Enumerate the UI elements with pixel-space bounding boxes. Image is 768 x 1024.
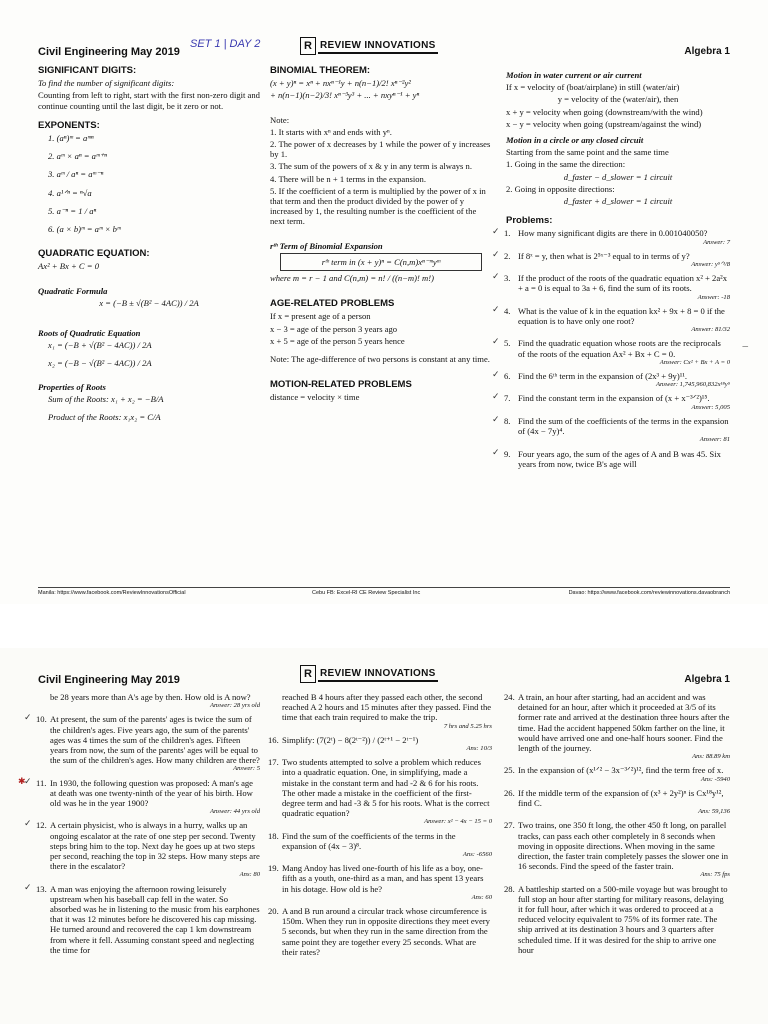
checkmark-icon: ✓ — [492, 392, 500, 403]
document-page-2 — [0, 648, 768, 1024]
problem-item: ✱ ✓ 11. In 1930, the following question was proposed: A man's age at death was one twenty-ninth of the year of his birth. How old was he in the year 1900? Answer: 44 yrs old — [38, 778, 260, 818]
brand-name: REVIEW INNOVATIONS — [318, 667, 438, 682]
subheading: Motion in water current or air current — [506, 70, 642, 80]
column-middle — [270, 64, 492, 584]
age-note — [270, 354, 492, 364]
answer: Answer: Cx² + Bx + A = 0 — [659, 358, 730, 366]
subheading: rᵗʰ Term of Binomial Expansion — [270, 240, 383, 251]
section-title: QUADRATIC EQUATION: — [38, 248, 150, 260]
answer: Answer: 5,005 — [691, 403, 730, 411]
answer: Answer: y⁵ᐟ³/8 — [691, 261, 730, 269]
subheading: Motion in a circle or any closed circuit — [506, 135, 644, 146]
equation: Ax² + Bx + C = 0 — [38, 261, 100, 272]
exponent-rule: 4. a¹ᐟⁿ = ⁿ√a — [48, 187, 92, 198]
problem-item: ✓ 4. What is the value of k in the equation kx² + 9x + 8 = 0 if the equation is to have only one root? Answer: 81/32 — [506, 306, 730, 336]
answer: Answer: x² − 4x − 15 = 0 — [424, 818, 492, 826]
problem-item: 17. Two students attempted to solve a problem which reduces into a quadratic equation. One, in simplifying, made a mistake in the constant term and had -2 & 6 for his roots. The other made a mistake in the coefficient of the first-degree term and had -3 & 5 for his roots. What is the correct quadratic equation? Answer: x² − 4x − 15 = 0 — [270, 757, 492, 827]
paragraph: Starting from the same point and the same time — [506, 147, 669, 158]
paragraph: Counting from left to right, start with the first non-zero digit and continue counting until the last digit, be it zero or not. — [38, 90, 260, 111]
problem-item: ✓ 1. How many significant digits are there in 0.001040050? Answer: 7 — [506, 228, 730, 247]
problem-item: 28. A battleship started on a 500-mile voyage but was brought to full stop an hour after starting for military reasons, delaying it for full hour, after which it was ordered to proceed at a reduced velocity equivalent to 75% of its former rate. The ship arrived at its destination 3 hours and 3 quarters after scheduled time. If it was desired for the ship to arrive one hour — [504, 883, 728, 955]
answer: Ans: 80 — [239, 871, 260, 879]
equation: Sum of the Roots: x₁ + x₂ = −B/A — [48, 393, 164, 404]
problem-item: 18. Find the sum of the coefficients of the terms in the expansion of (4x − 3)⁸. Ans: -6560 — [270, 831, 492, 861]
equation: d_faster − d_slower = 1 circuit — [563, 171, 673, 182]
checkmark-icon: ✓ — [492, 272, 500, 283]
review-innovations-logo-icon: R — [300, 37, 316, 55]
column-right — [506, 692, 730, 1024]
paragraph: 2. Going in opposite directions: — [506, 183, 615, 194]
answer: Answer: -18 — [697, 293, 730, 301]
equation: where m = r − 1 and C(n,m) = n! / ((n−m)! m!) — [270, 273, 434, 284]
problem-item: ✓ 3. If the product of the roots of the quadratic equation x² + 2a²x + a = 0 is equal to 3a + 6, find the sum of its roots. Answer: -18 — [506, 273, 730, 303]
problem-item: ✓ 7. Find the constant term in the expansion of (x + x⁻³ᐟ²)¹⁵. Answer: 5,005 — [506, 393, 730, 412]
course-title: Civil Engineering May 2019 — [38, 46, 180, 58]
problem-item: 26. If the middle term of the expansion of (x³ + 2y²)ⁿ is Cx¹⁸y¹², find C. Ans: 59,136 — [506, 788, 730, 818]
exponent-rule: 1. (aⁿ)ᵐ = aᵐⁿ — [48, 133, 94, 144]
exponent-rule: 3. aᵐ / aⁿ = aᵐ⁻ⁿ — [48, 169, 104, 180]
problem-item: 24. A train, an hour after starting, had an accident and was detained for an hour, after which it proceeded at 3/5 of its former rate and arrived at the destination three hours after the time. Had the accident happened 50km farther on the line, it would have arrived one and one-half hours sooner. Find the length of the journey. Ans: 88.89 km — [506, 692, 730, 762]
brand — [300, 664, 438, 684]
problem-item: reached B 4 hours after they passed each other, the second reached A 2 hours and 15 minutes after they passed. Find the time that each train required to make the trip. 7 hrs and 5.25 hrs — [270, 692, 492, 732]
problem-item: ✓ 10. At present, the sum of the parents' ages is twice the sum of the children's ages. Five years ago, the sum of the parents' ages was 4 times the sum of the children's ages. Fifteen years from now, the sum of the parents' ages will be equal to the sum of the children's ages. How many children are there? Answer: 5 — [38, 714, 260, 774]
age-line: If x = present age of a person — [270, 311, 371, 322]
section-title: BINOMIAL THEOREM: — [270, 65, 371, 76]
brand-name: REVIEW INNOVATIONS — [318, 39, 438, 54]
checkmark-icon: ✓ — [492, 414, 500, 425]
note-item: 3. The sum of the powers of x & y in any term is always n. — [270, 161, 472, 172]
subheading: To find the number of significant digits: — [38, 78, 175, 89]
problem-item: ✓ 8. Find the sum of the coefficients of the terms in the expansion of (4x − 7y)⁴. Answer: 81 — [506, 416, 730, 446]
subheading: Roots of Quadratic Equation — [38, 328, 141, 339]
brand — [300, 36, 438, 56]
page-gap — [0, 604, 768, 648]
checkmark-icon: ✓ — [492, 227, 500, 238]
exponent-rule: 6. (a × b)ᵐ = aᵐ × bᵐ — [48, 224, 121, 235]
formula-box: rᵗʰ term in (x + y)ⁿ = C(n,m)xⁿ⁻ᵐyᵐ — [280, 253, 482, 271]
problem-item: 16. Simplify: (7(2ᵗ) − 8(2ᵗ⁻²)) / (2ᵗ⁺¹ − 2ᵗ⁻¹) Ans: 10/3 — [270, 735, 492, 754]
column-left — [38, 64, 260, 584]
section-title: Problems: — [506, 215, 553, 227]
exponent-rule: 5. a⁻ⁿ = 1 / aⁿ — [48, 205, 97, 216]
pen-mark-icon: – — [742, 340, 748, 352]
answer: Answer: 1,745,960,832x¹⁸y⁵ — [656, 381, 730, 389]
equation: Product of the Roots: x₁x₂ = C/A — [48, 412, 161, 423]
problem-item: ✓ 13. A man was enjoying the afternoon rowing leisurely upstream when his baseball cap fell in the water. So absorbed was he in listening to the music from his earphones that it was 12 minutes before he discovered his cap missing. He turned around and recovered the cap 1 km downstream from where it fell. Assuming constant speed and neglecting the time for — [24, 882, 260, 955]
answer: Answer: 5 — [233, 765, 260, 773]
section-title: AGE-RELATED PROBLEMS — [270, 298, 395, 310]
problem-item: 19. Mang Andoy has lived one-fourth of his life as a boy, one-fifth as a youth, one-third as a man, and has spent 13 years in his dotage. How old is he? Ans: 60 — [270, 863, 492, 903]
footer-cebu: Cebu FB: Excel-RI CE Review Specialist Inc — [312, 590, 421, 596]
subheading: Properties of Roots — [38, 381, 106, 392]
problem-item: ✓ 5. Find the quadratic equation whose roots are the reciprocals of the roots of the equation Ax² + Bx + C = 0. Answer: Cx² + Bx + A = 0 — [506, 338, 730, 368]
checkmark-icon: ✓ — [492, 370, 500, 381]
answer: Ans: 10/3 — [466, 745, 492, 753]
footer-davao: Davao: https://www.facebook.com/reviewinnovations.davaobranch — [568, 590, 730, 596]
problem-item: ✓ 6. Find the 6ᵗʰ term in the expansion of (2x³ + 9y)¹¹. Answer: 1,745,960,832x¹⁸y⁵ — [506, 371, 730, 390]
page-footer — [38, 587, 730, 598]
answer: Ans: 60 — [471, 893, 492, 901]
note-item: 1. It starts with xⁿ and ends with yⁿ. — [270, 126, 392, 137]
answer: Answer: 44 yrs old — [209, 808, 260, 816]
note-label: Note: — [270, 354, 290, 365]
page-header — [38, 36, 730, 62]
answer: Ans: 88.89 km — [692, 753, 730, 761]
star-mark-icon: ✱ — [18, 776, 26, 787]
equation: x = (−B ± √(B² − 4AC)) / 2A — [99, 297, 199, 308]
page-header — [38, 664, 730, 690]
note-item: 4. There will be n + 1 terms in the expansion. — [270, 173, 427, 184]
checkmark-icon: ✓ — [24, 713, 32, 724]
problem-item: ✓ 12. A certain physicist, who is always in a hurry, walks up an ongoing escalator at the rate of one step per second. Twenty steps bring him to the top. Next day he goes up at two steps per second, reaching the top in 32 steps. How many steps are there in the escalator? Ans: 80 — [38, 820, 260, 880]
equation: distance = velocity × time — [270, 392, 360, 403]
checkmark-icon: ✓ — [492, 337, 500, 348]
section-title: MOTION-RELATED PROBLEMS — [270, 379, 412, 391]
footer-manila: Manila: https://www.facebook.com/ReviewInnovationsOfficial — [38, 590, 186, 596]
answer: 7 hrs and 5.25 hrs — [443, 722, 492, 730]
answer: Ans: -5940 — [700, 775, 730, 783]
paragraph: x − y = velocity when going (upstream/against the wind) — [506, 118, 702, 129]
answer: Answer: 28 yrs old — [209, 702, 260, 710]
handwritten-note: SET 1 | DAY 2 — [190, 38, 261, 50]
subject-title: Algebra 1 — [684, 674, 730, 685]
answer: Answer: 81/32 — [691, 326, 730, 334]
paragraph: x + y = velocity when going (downstream/with the wind) — [506, 106, 703, 117]
equation: x₁ = (−B + √(B² − 4AC)) / 2A — [48, 340, 152, 351]
problem-item: 25. In the expansion of (x¹ᐟ² − 3x⁻³ᐟ²)¹², find the term free of x. Ans: -5940 — [506, 765, 730, 784]
column-right — [492, 64, 730, 584]
equation: (x + y)ⁿ = xⁿ + nxⁿ⁻¹y + n(n−1)/2! xⁿ⁻²y² — [270, 78, 411, 89]
note-item: 5. If the coefficient of a term is multiplied by the power of x in that term and then the product divided by the power of y increased by 1, the resulting number is the coefficient of the next term. — [270, 185, 486, 227]
checkmark-icon: ✓ — [24, 819, 32, 830]
note-text: The age-difference of two persons is constant at any time. — [291, 354, 490, 365]
note-item: 2. The power of x decreases by 1 while the power of y increases by 1. — [270, 139, 491, 160]
problem-item: ✓ 9. Four years ago, the sum of the ages of A and B was 45. Six years from now, twice B's age will — [492, 447, 721, 469]
checkmark-icon: ✓ — [492, 447, 500, 458]
answer: Ans: 59,136 — [698, 808, 730, 816]
problem-item: 27. Two trains, one 350 ft long, the other 450 ft long, on parallel tracks, can pass each other completely in 8 seconds when moving in opposite directions. When moving in the same direction, the faster train completely passes the slower one in 16 seconds. Find the speed of the faster train. Ans: 75 fps — [506, 820, 730, 880]
answer: Answer: 7 — [703, 238, 730, 246]
answer: Ans: -6560 — [462, 851, 492, 859]
age-line: x + 5 = age of the person 5 years hence — [270, 335, 405, 346]
column-left — [18, 692, 260, 1024]
problem-item: 20. A and B run around a circular track whose circumference is 150m. When they run in opposite directions they meet every 5 seconds, but when they run in the same direction from the same point they are together every 25 seconds. What are their rates? — [268, 906, 490, 957]
section-title: SIGNIFICANT DIGITS: — [38, 65, 137, 76]
answer: Ans: 75 fps — [700, 871, 730, 879]
paragraph: y = velocity of the (water/air), then — [557, 94, 679, 105]
answer: Answer: 81 — [699, 436, 730, 444]
problem-item: be 28 years more than A's age by then. How old is A now? Answer: 28 yrs old — [38, 692, 260, 711]
column-middle — [270, 692, 492, 1024]
checkmark-icon: ✓ — [24, 882, 32, 893]
equation: + n(n−1)(n−2)/3! xⁿ⁻³y³ + ... + nxyⁿ⁻¹ + yⁿ — [270, 90, 420, 101]
review-innovations-logo-icon: R — [300, 665, 316, 683]
problem-item: ✓ 2. If 8ˣ = y, then what is 2⁵ˣ⁻³ equal to in terms of y? Answer: y⁵ᐟ³/8 — [506, 251, 730, 270]
note-label: Note: — [270, 114, 290, 125]
section-title: EXPONENTS: — [38, 119, 100, 131]
equation: x₂ = (−B − √(B² − 4AC)) / 2A — [48, 358, 152, 369]
age-line: x − 3 = age of the person 3 years ago — [270, 323, 398, 334]
checkmark-icon: ✓ — [24, 776, 32, 787]
exponent-rule: 2. aᵐ × aⁿ = aᵐ⁺ⁿ — [48, 151, 107, 162]
paragraph: 1. Going in the same the direction: — [506, 159, 626, 170]
checkmark-icon: ✓ — [492, 304, 500, 315]
equation: d_faster + d_slower = 1 circuit — [563, 196, 673, 207]
paragraph: If x = velocity of (boat/airplane) in still (water/air) — [506, 82, 680, 93]
subheading: Quadratic Formula — [38, 285, 108, 296]
subject-title: Algebra 1 — [684, 46, 730, 57]
course-title: Civil Engineering May 2019 — [38, 674, 180, 686]
checkmark-icon: ✓ — [492, 249, 500, 260]
